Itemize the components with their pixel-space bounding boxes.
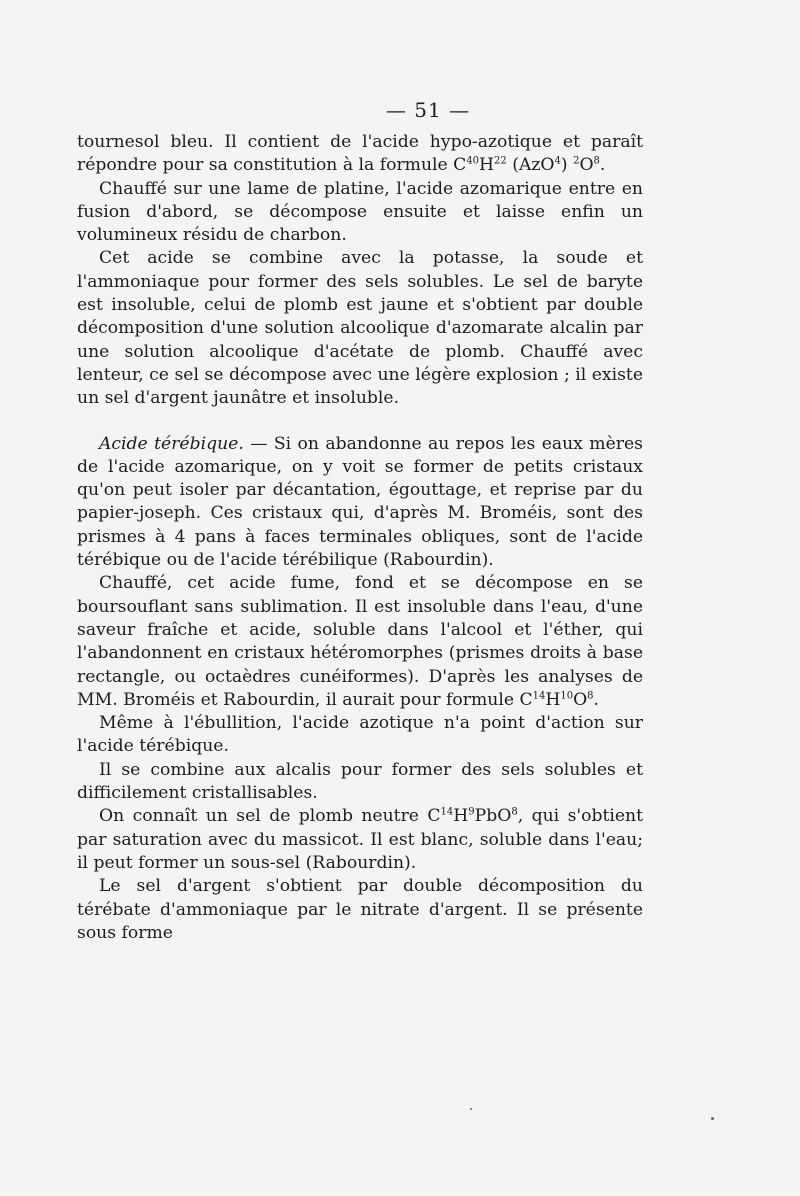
page-number: — 51 — (385, 98, 471, 122)
text-run: . (599, 155, 606, 176)
text-run: tournesol bleu. Il contient de l'acide hypo-azotique et paraît répondre pour sa constitution à la formule C (77, 132, 643, 176)
formula-superscript: 2 (573, 155, 580, 167)
text-run: On connaît un sel de plomb neutre C (99, 806, 441, 827)
formula-superscript: 9 (468, 806, 475, 818)
paragraph-9 (77, 875, 643, 945)
text-run: O (573, 689, 588, 710)
text-run: H (545, 689, 561, 710)
paper-speck (470, 1108, 472, 1110)
text-run: PbO (474, 806, 512, 827)
text-run: Il se combine aux alcalis pour former des sels solubles et difficilement cristallisables. (77, 759, 643, 804)
section-heading: Acide térébique. (99, 433, 244, 454)
formula-superscript: 4 (554, 155, 561, 167)
formula-superscript: 8 (587, 690, 594, 702)
text-run: ) (560, 155, 574, 176)
formula-superscript: 14 (532, 690, 546, 702)
text-run: H (479, 155, 495, 176)
text-run: Cet acide se combine avec la potasse, la soude et l'ammoniaque pour former des sels solubles. Le sel de baryte est insoluble, celui de plomb est jaune et s'obtient par double décomposition d'une solution alcoolique d'azomarate alcalin par une solution alcoolique d'acétate de plomb. Chauffé avec lenteur, ce sel se décompose avec une légère explosion ; il existe un sel d'argent jaunâtre et insoluble. (77, 248, 643, 409)
text-run: O (579, 155, 594, 176)
formula-superscript: 40 (466, 155, 480, 167)
text-run: . (593, 689, 600, 710)
paragraph-6 (77, 712, 643, 759)
formula-superscript: 8 (593, 155, 600, 167)
body-text (77, 131, 643, 945)
text-run: — Si on abandonne au repos les eaux mères de l'acide azomarique, on y voit se former de petits cristaux qu'on peut isoler par décantation, égouttage, et reprise par du papier-joseph. Ces cristaux qui, d'après M. Broméis, sont des prismes à 4 pans à faces terminales obliques, sont de l'acide térébique ou de l'acide térébilique (Rabourdin). (77, 433, 643, 571)
paragraph-3 (77, 247, 643, 410)
paper-speck (711, 1117, 714, 1120)
text-run: , qui s'obtient par saturation avec du massicot. Il est blanc, soluble dans l'eau; il peut former un sous-sel (Rabourdin). (77, 806, 644, 873)
text-run: Chauffé, cet acide fume, fond et se décompose en se boursouflant sans sublimation. Il est insoluble dans l'eau, d'une saveur fraîche et acide, soluble dans l'alcool et l'éther, qui l'abandonnent en cristaux hétéromorphes (prismes droits à base rectangle, ou octaèdres cunéiformes). D'après les analyses de MM. Broméis et Rabourdin, il aurait pour formule C (77, 573, 643, 710)
formula-superscript: 8 (511, 806, 518, 818)
formula-superscript: 22 (494, 155, 507, 167)
text-run: Chauffé sur une lame de platine, l'acide azomarique entre en fusion d'abord, se décompose ensuite et laisse enfin un volumineux résidu de charbon. (77, 178, 643, 246)
paragraph-2 (77, 178, 643, 248)
paragraph-7 (77, 759, 643, 806)
paragraph-1 (77, 131, 643, 178)
formula-superscript: 10 (560, 690, 574, 702)
text-run: Le sel d'argent s'obtient par double décomposition du térébate d'ammoniaque par le nitrate d'argent. Il se présente sous forme (77, 876, 643, 943)
formula-superscript: 14 (440, 806, 454, 818)
paragraph-4 (77, 433, 643, 573)
paragraph-5 (77, 572, 643, 712)
text-run: H (453, 806, 469, 827)
paragraph-8 (77, 805, 643, 875)
text-run: Même à l'ébullition, l'acide azotique n'a point d'action sur l'acide térébique. (77, 713, 643, 757)
text-run: (AzO (506, 155, 555, 176)
